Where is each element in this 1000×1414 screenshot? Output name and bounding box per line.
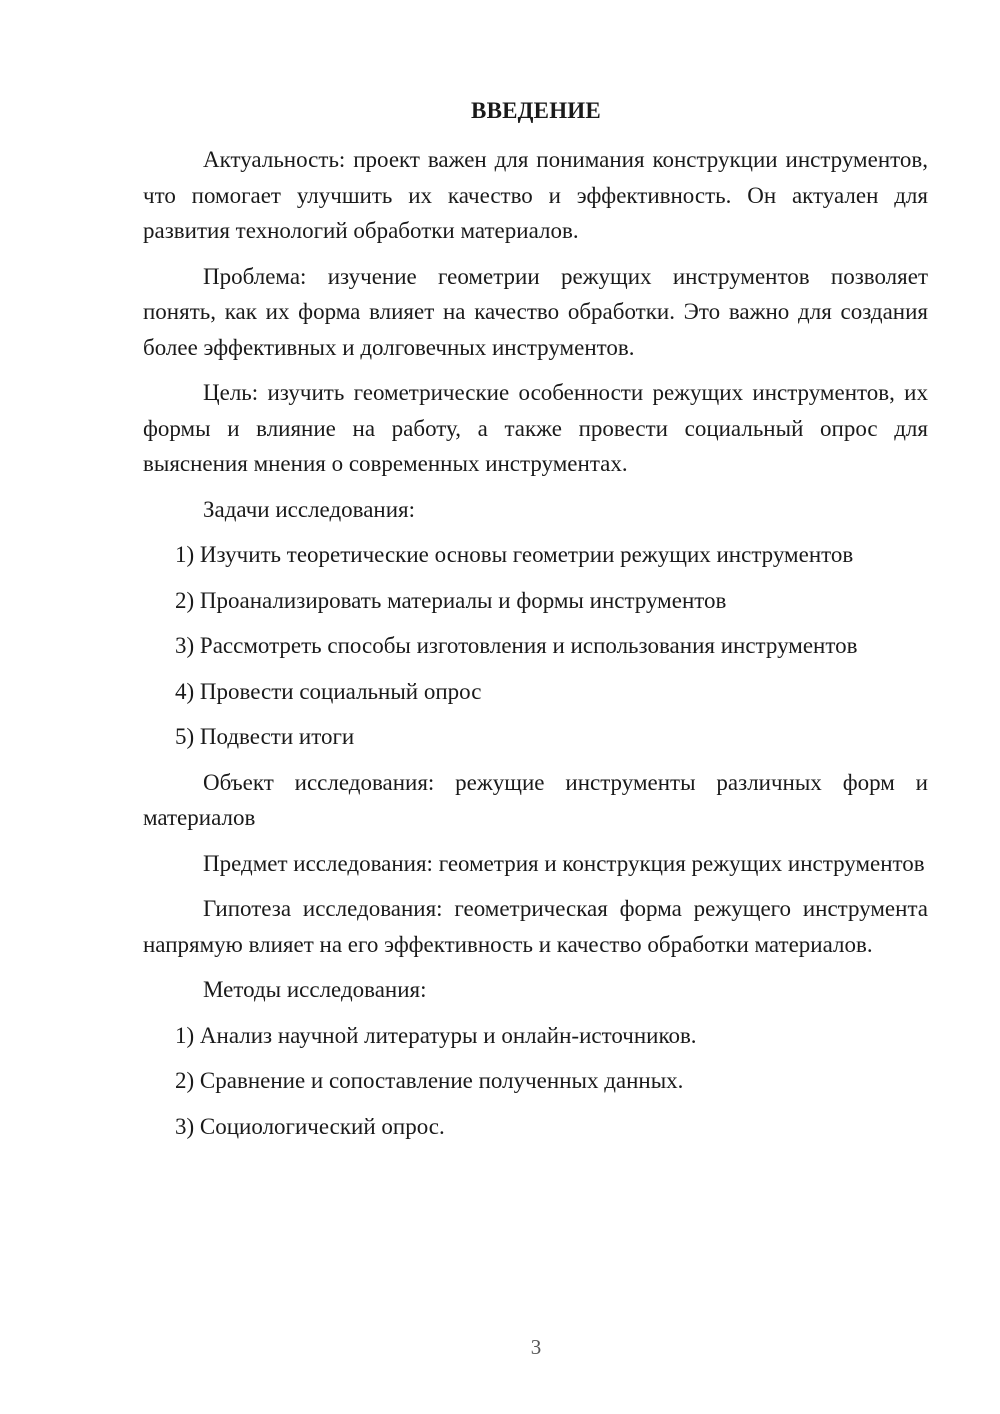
methods-list [143, 1018, 928, 1145]
tasks-heading: Задачи исследования: [203, 496, 416, 522]
list-item: 3) Рассмотреть способы изготовления и использования инструментов [175, 633, 858, 658]
document-body [143, 142, 928, 1154]
paragraph-subject: Предмет исследования: геометрия и конструкция режущих инструментов [203, 850, 925, 876]
section-title: ВВЕДЕНИЕ [471, 98, 601, 123]
paragraph-object: Объект исследования: режущие инструменты различных форм и материалов [143, 769, 928, 830]
list-item: 1) Анализ научной литературы и онлайн-источников. [175, 1022, 697, 1048]
paragraph-goal: Цель: изучить геометрические особенности режущих инструментов, их формы и влияние на работу, а также провести социальный опрос для выяснения мнения о современных инструментах. [143, 380, 928, 476]
paragraph-relevance: Актуальность: проект важен для понимания конструкции инструментов, что помогает улучшить их качество и эффективность. Он актуален для развития технологий обработки материалов. [143, 147, 928, 243]
list-item: 2) Сравнение и сопоставление полученных данных. [175, 1068, 684, 1093]
page-number: 3 [530, 1335, 542, 1359]
list-item: 1) Изучить теоретические основы геометрии режущих инструментов [175, 542, 854, 567]
list-item: 5) Подвести итоги [175, 724, 355, 749]
list-item: 2) Проанализировать материалы и формы инструментов [175, 587, 727, 613]
list-item: 3) Социологический опрос. [175, 1113, 445, 1139]
tasks-list [143, 537, 928, 755]
paragraph-problem: Проблема: изучение геометрии режущих инструментов позволяет понять, как их форма влияет на качество обработки. Это важно для создания более эффективных и долговечных инструментов. [143, 263, 928, 360]
methods-heading: Методы исследования: [203, 977, 427, 1002]
list-item: 4) Провести социальный опрос [175, 678, 482, 704]
paragraph-hypothesis: Гипотеза исследования: геометрическая форма режущего инструмента напрямую влияет на его эффективность и качество обработки материалов. [143, 896, 928, 957]
